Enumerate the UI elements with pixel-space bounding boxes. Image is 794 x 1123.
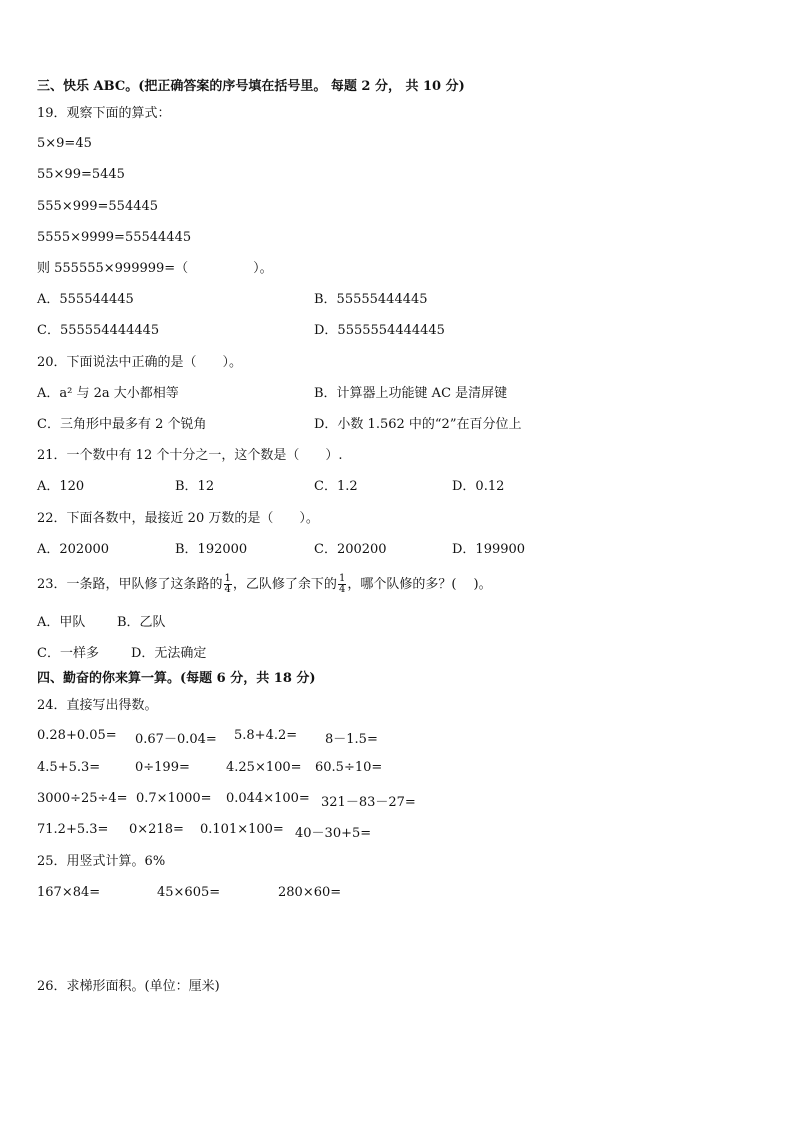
q24-row	[0, 791, 794, 809]
q23-option-c[interactable]: C．一样多	[37, 646, 99, 661]
q24-stem: 24．直接写出得数。	[37, 698, 158, 713]
fraction-numerator: 1	[224, 573, 231, 584]
q19-pattern-line: 555×999=554445	[37, 199, 159, 214]
section-4-heading: 四、勤奋的你来算一算。(每题 6 分，共 18 分)	[37, 671, 316, 686]
q25-problem: 167×84=	[37, 885, 101, 900]
q24-problem: 71.2+5.3=	[37, 822, 109, 837]
q25-problem: 45×605=	[157, 885, 221, 900]
q22-option-d[interactable]: D．199900	[452, 542, 526, 557]
q19-pattern-line: 5555×9999=55544445	[37, 230, 192, 245]
q19-pattern-line: 5×9=45	[37, 136, 92, 151]
q24-row	[0, 728, 794, 746]
q19-option-b[interactable]: B．55555444445	[314, 292, 428, 307]
q24-problem: 5.8+4.2=	[234, 728, 298, 743]
q21-option-b[interactable]: B．12	[175, 479, 215, 494]
fraction-denominator: 4	[338, 584, 346, 595]
q20-option-a[interactable]: A．a² 与 2a 大小都相等	[37, 386, 179, 401]
fraction-numerator: 1	[338, 573, 346, 584]
q22-option-b[interactable]: B．192000	[175, 542, 248, 557]
q24-problem: 40－30+5=	[295, 826, 372, 841]
q24-problem: 321－83－27=	[321, 795, 416, 810]
q24-problem: 4.5+5.3=	[37, 760, 101, 775]
q20-option-b[interactable]: B．计算器上功能键 AC 是清屏键	[314, 386, 508, 401]
q22-option-c[interactable]: C．200200	[314, 542, 387, 557]
q20-option-d[interactable]: D．小数 1.562 中的“2”在百分位上	[314, 417, 522, 432]
q20-stem: 20．下面说法中正确的是（ ）。	[37, 355, 243, 370]
q24-problem: 0.28+0.05=	[37, 728, 117, 743]
q23-option-b[interactable]: B．乙队	[117, 615, 166, 630]
q24-problem: 0.101×100=	[200, 822, 284, 837]
q21-option-c[interactable]: C．1.2	[314, 479, 358, 494]
q22-stem: 22．下面各数中，最接近 20 万数的是（ ）。	[37, 511, 319, 526]
section-3-heading: 三、快乐 ABC。(把正确答案的序号填在括号里。 每题 2 分， 共 10 分)	[37, 79, 465, 94]
fraction-one-quarter	[224, 574, 232, 595]
q24-row	[0, 760, 794, 778]
q24-problem: 8－1.5=	[325, 732, 378, 747]
q24-problem: 0.67－0.04=	[135, 732, 217, 747]
q24-row	[0, 822, 794, 840]
q20-option-c[interactable]: C．三角形中最多有 2 个锐角	[37, 417, 207, 432]
q24-problem: 0×218=	[129, 822, 184, 837]
q24-problem: 4.25×100=	[226, 760, 302, 775]
q26-stem: 26．求梯形面积。(单位：厘米)	[37, 979, 220, 994]
fraction-one-quarter	[338, 574, 346, 595]
q24-problem: 0.7×1000=	[136, 791, 212, 806]
q22-option-a[interactable]: A．202000	[37, 542, 110, 557]
q23-option-a[interactable]: A．甲队	[37, 615, 86, 630]
fraction-denominator: 4	[224, 584, 231, 595]
q19-option-a[interactable]: A．555544445	[37, 292, 134, 307]
q23-stem-part: 23．一条路，甲队修了这条路的	[37, 577, 223, 592]
q23-stem	[37, 570, 492, 600]
q19-pattern-line: 55×99=5445	[37, 167, 125, 182]
q24-problem: 60.5÷10=	[315, 760, 383, 775]
q23-stem-part: ，哪个队修的多？( )。	[347, 577, 492, 592]
q25-problem: 280×60=	[278, 885, 342, 900]
q25-stem: 25．用竖式计算。6%	[37, 854, 166, 869]
q21-option-d[interactable]: D．0.12	[452, 479, 505, 494]
q24-problem: 3000÷25÷4=	[37, 791, 128, 806]
q19-option-c[interactable]: C．555554444445	[37, 323, 160, 338]
q24-problem: 0.044×100=	[226, 791, 310, 806]
q19-stem: 19．观察下面的算式：	[37, 106, 171, 121]
q24-problem: 0÷199=	[135, 760, 190, 775]
q23-stem-part: ，乙队修了余下的	[232, 577, 337, 592]
q19-ask: 则 555555×999999=（ ）。	[37, 261, 273, 276]
q21-option-a[interactable]: A．120	[37, 479, 85, 494]
q21-stem: 21．一个数中有 12 个十分之一，这个数是（ ）.	[37, 448, 343, 463]
q23-option-d[interactable]: D．无法确定	[131, 646, 207, 661]
q19-option-d[interactable]: D．5555554444445	[314, 323, 445, 338]
